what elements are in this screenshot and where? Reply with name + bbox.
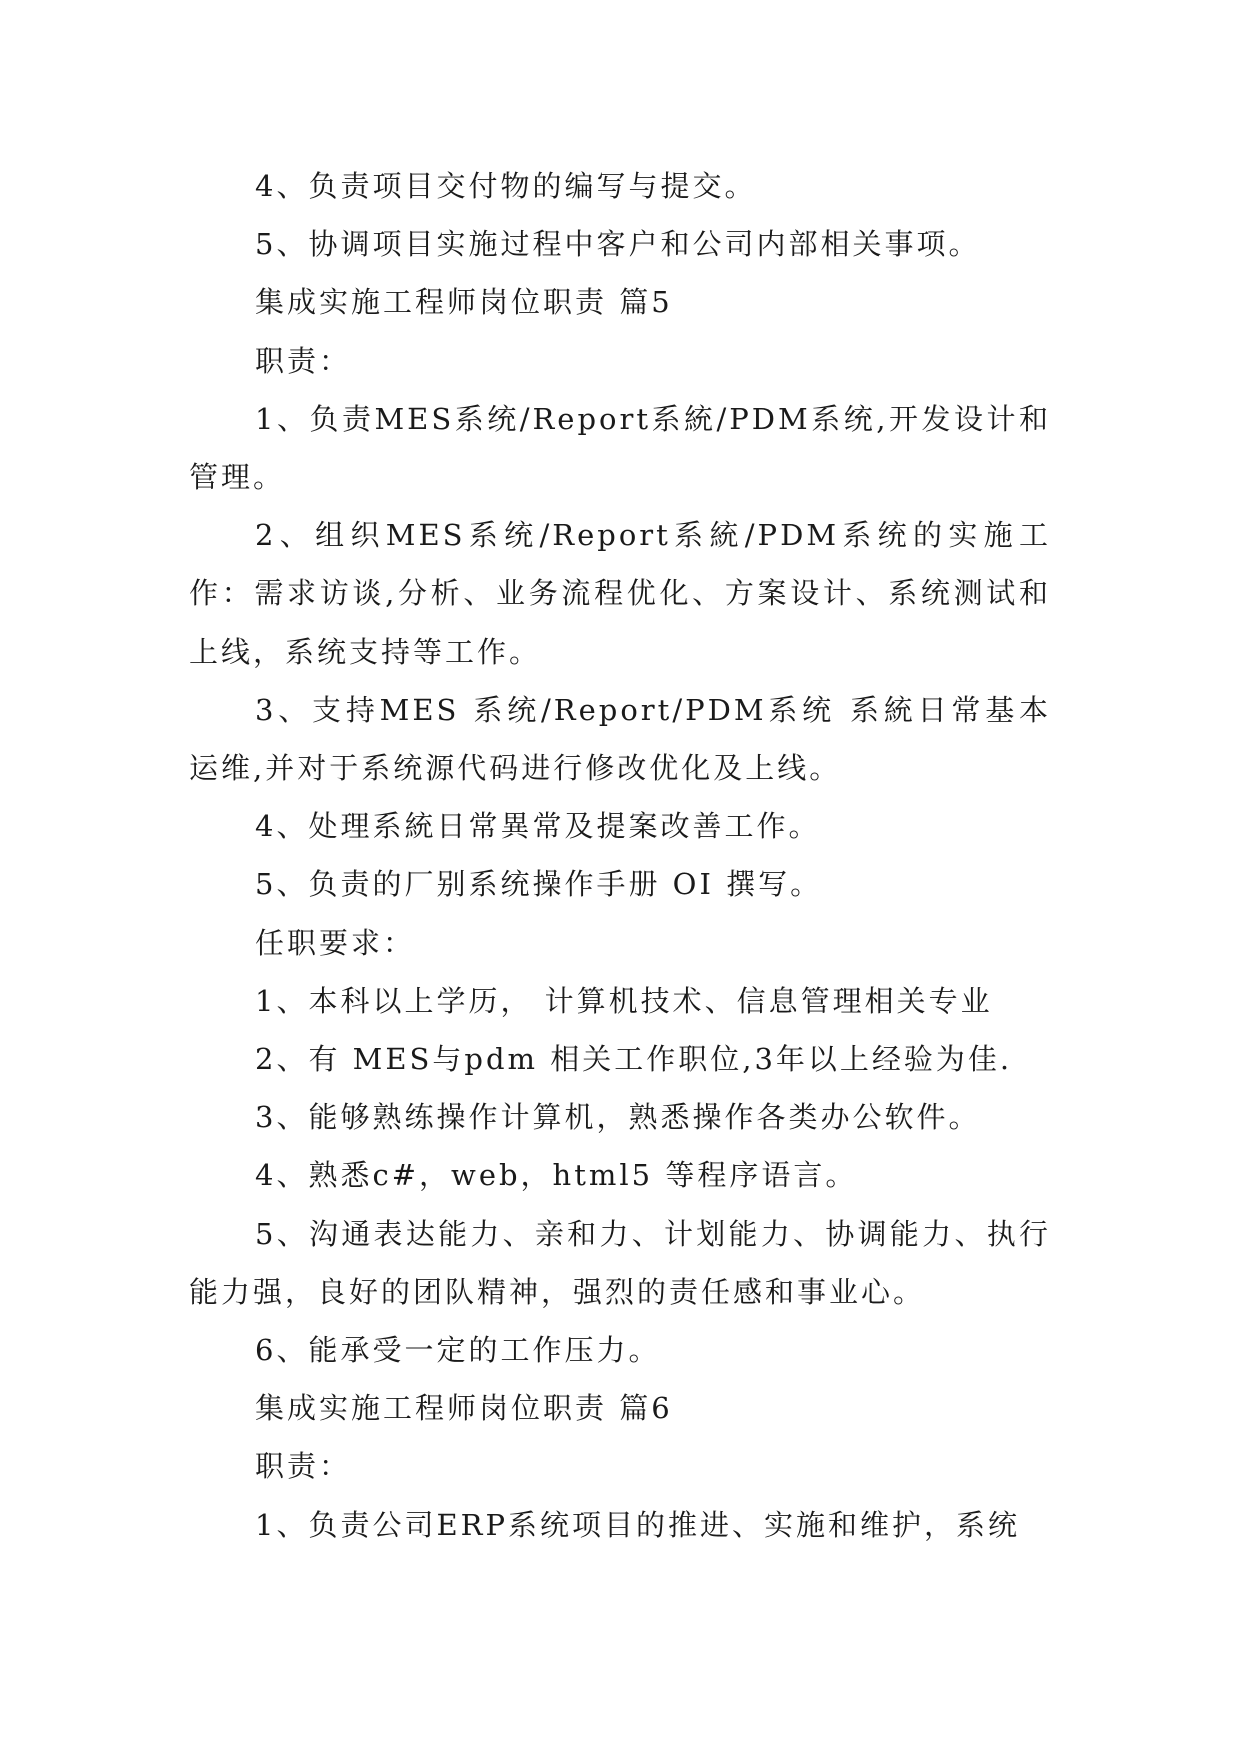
section-heading-part5: 集成实施工程师岗位职责 篇5 [255, 285, 673, 320]
requirement-soft-skills: 5、沟通表达能力、亲和力、计划能力、协调能力、执行能力强，良好的团队精神，强烈的责任感和事业心。 [189, 1216, 1051, 1309]
paragraph-erp: 1、负责公司ERP系统项目的推进、实施和维护，系统 [255, 1507, 1020, 1542]
paragraph-mes-development: 1、负责MES系统/Report系統/PDM系统,开发设计和管理。 [189, 401, 1051, 495]
paragraph-mes-implementation: 2、组织MES系统/Report系統/PDM系统的实施工作：需求访谈,分析、业务流程优化、方案设计、系统测试和上线，系统支持等工作。 [189, 518, 1051, 669]
requirement-computer-skills: 3、能够熟练操作计算机，熟悉操作各类办公软件。 [255, 1100, 981, 1135]
section-heading-part6: 集成实施工程师岗位职责 篇6 [255, 1391, 673, 1426]
paragraph-coordination: 5、协调项目实施过程中客户和公司内部相关事项。 [255, 227, 981, 262]
document-body [189, 157, 1051, 1554]
requirement-education: 1、本科以上学历， 计算机技术、信息管理相关专业 [255, 983, 993, 1018]
requirement-pressure: 6、能承受一定的工作压力。 [255, 1333, 661, 1368]
paragraph-mes-maintenance: 3、支持MES 系统/Report/PDM系统 系統日常基本运维,并对于系统源代码进行修改优化及上线。 [189, 692, 1051, 786]
responsibilities-label-2: 职责： [255, 1449, 352, 1484]
responsibilities-label: 职责： [255, 343, 352, 378]
paragraph-exception-handling: 4、处理系統日常異常及提案改善工作。 [255, 809, 821, 844]
requirement-programming: 4、熟悉c#，web，html5 等程序语言。 [255, 1158, 858, 1193]
paragraph-deliverables: 4、负责项目交付物的编写与提交。 [255, 169, 757, 203]
requirement-experience: 2、有 MES与pdm 相关工作职位,3年以上经验为佳. [255, 1042, 1013, 1077]
requirements-label: 任职要求： [255, 925, 416, 960]
paragraph-manual-writing: 5、负责的厂别系统操作手册 OI 撰写。 [255, 867, 823, 902]
